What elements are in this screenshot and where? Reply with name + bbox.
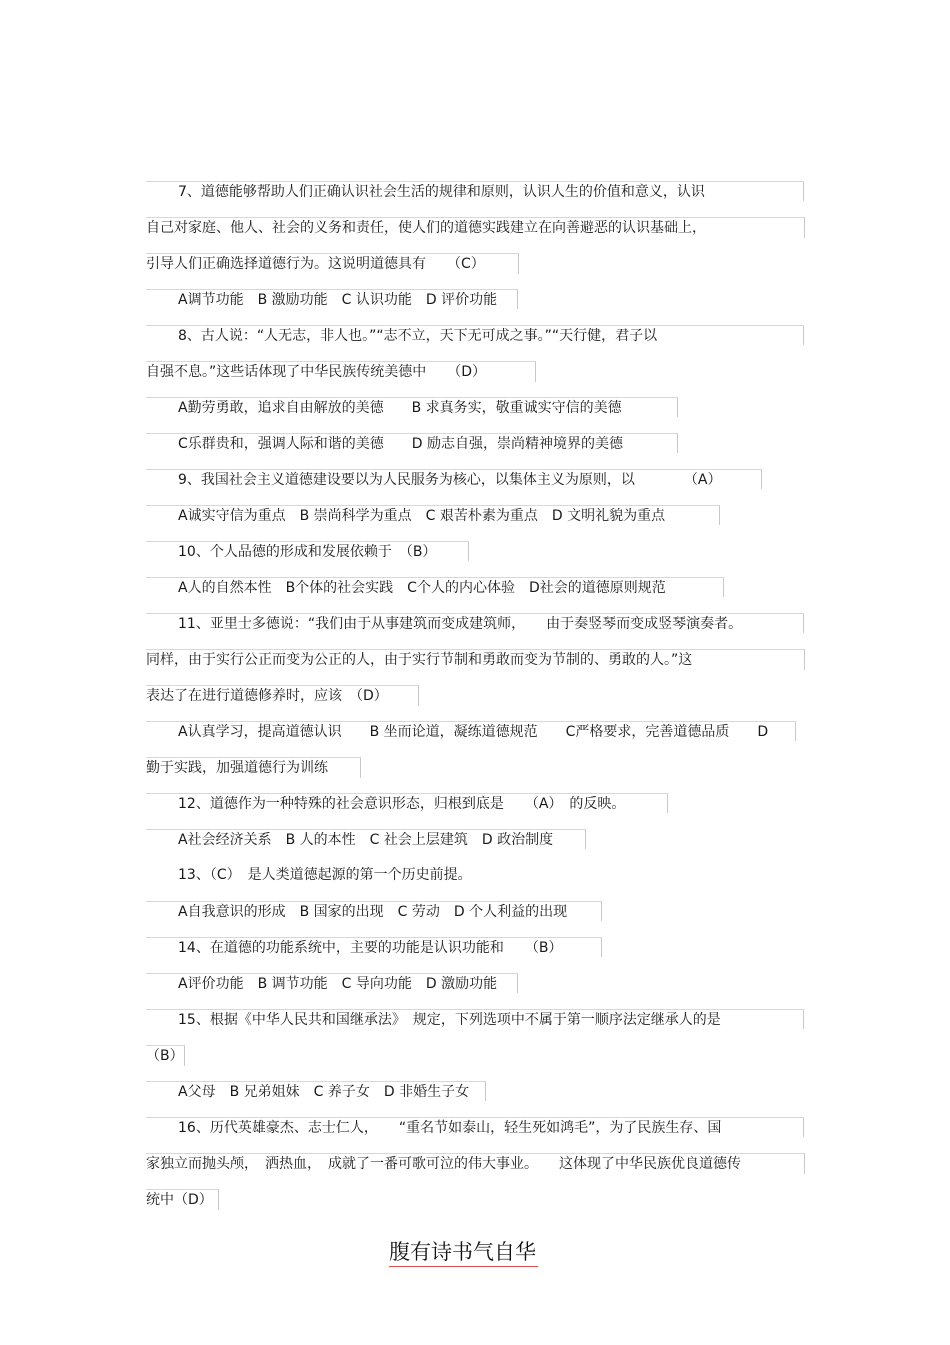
text-line-q10: 10、个人品德的形成和发展依赖于 （B） <box>146 541 469 561</box>
text-line-q8-1: 8、古人说：“人无志，非人也。”“志不立，天下无可成之事。”“天行健，君子以 <box>146 325 804 345</box>
text-line-q16-3: 统中（D） <box>146 1189 219 1210</box>
text-line-q10-options: A人的自然本性 B个体的社会实践 C个人的内心体验 D社会的道德原则规范 <box>146 577 724 597</box>
text-line-q15-2: （B） <box>146 1045 185 1066</box>
text-line-q15-options: A父母 B 兄弟姐妹 C 养子女 D 非婚生子女 <box>146 1081 486 1101</box>
text-line-q7-1: 7、道德能够帮助人们正确认识社会生活的规律和原则，认识人生的价值和意义，认识 <box>146 181 804 201</box>
text-line-q11-1: 11、亚里士多德说：“我们由于从事建筑而变成建筑师， 由于奏竖琴而变成竖琴演奏者。 <box>146 613 804 633</box>
text-line-q9-options: A诚实守信为重点 B 崇尚科学为重点 C 艰苦朴素为重点 D 文明礼貌为重点 <box>146 505 720 525</box>
text-line-q11-3: 表达了在进行道德修养时，应该 （D） <box>146 685 419 706</box>
text-line-q11-options-2: 勤于实践，加强道德行为训练 <box>146 757 361 778</box>
text-line-q7-3: 引导人们正确选择道德行为。这说明道德具有 （C） <box>146 253 519 274</box>
text-line-q16-1: 16、历代英雄豪杰、志士仁人， “重名节如泰山，轻生死如鸿毛”，为了民族生存、国 <box>146 1117 804 1137</box>
text-line-q12-options: A社会经济关系 B 人的本性 C 社会上层建筑 D 政治制度 <box>146 829 586 849</box>
text-line-q16-2: 家独立而抛头颅， 洒热血， 成就了一番可歌可泣的伟大事业。 这体现了中华民族优良道德传 <box>146 1153 805 1174</box>
text-line-q13-options: A自我意识的形成 B 国家的出现 C 劳动 D 个人利益的出现 <box>146 901 602 921</box>
text-line-q15-1: 15、根据《中华人民共和国继承法》 规定，下列选项中不属于第一顺序法定继承人的是 <box>146 1009 804 1029</box>
text-line-q14-options: A评价功能 B 调节功能 C 导向功能 D 激励功能 <box>146 973 518 993</box>
text-line-q13: 13、（C） 是人类道德起源的第一个历史前提。 <box>178 867 472 883</box>
text-line-q8-2: 自强不息。”这些话体现了中华民族传统美德中 （D） <box>146 361 536 382</box>
footer-motto: 腹有诗书气自华 <box>389 1238 538 1267</box>
text-line-q8-options-2: C乐群贵和，强调人际和谐的美德 D 励志自强，崇尚精神境界的美德 <box>146 433 678 453</box>
text-line-q11-2: 同样，由于实行公正而变为公正的人，由于实行节制和勇敢而变为节制的、勇敢的人。”这 <box>146 649 805 670</box>
text-line-q9: 9、我国社会主义道德建设要以为人民服务为核心，以集体主义为原则，以 （A） <box>146 469 762 489</box>
text-line-q7-options: A调节功能 B 激励功能 C 认识功能 D 评价功能 <box>146 289 518 309</box>
text-line-q14: 14、在道德的功能系统中，主要的功能是认识功能和 （B） <box>146 937 602 957</box>
text-line-q7-2: 自己对家庭、他人、社会的义务和责任，使人们的道德实践建立在向善避恶的认识基础上， <box>146 217 805 238</box>
text-line-q8-options-1: A勤劳勇敢，追求自由解放的美德 B 求真务实，敬重诚实守信的美德 <box>146 397 678 417</box>
text-line-q12: 12、道德作为一种特殊的社会意识形态，归根到底是 （A） 的反映。 <box>146 793 668 813</box>
text-line-q11-options-1: A认真学习，提高道德认识 B 坐而论道，凝练道德规范 C严格要求，完善道德品质 D <box>146 721 796 741</box>
